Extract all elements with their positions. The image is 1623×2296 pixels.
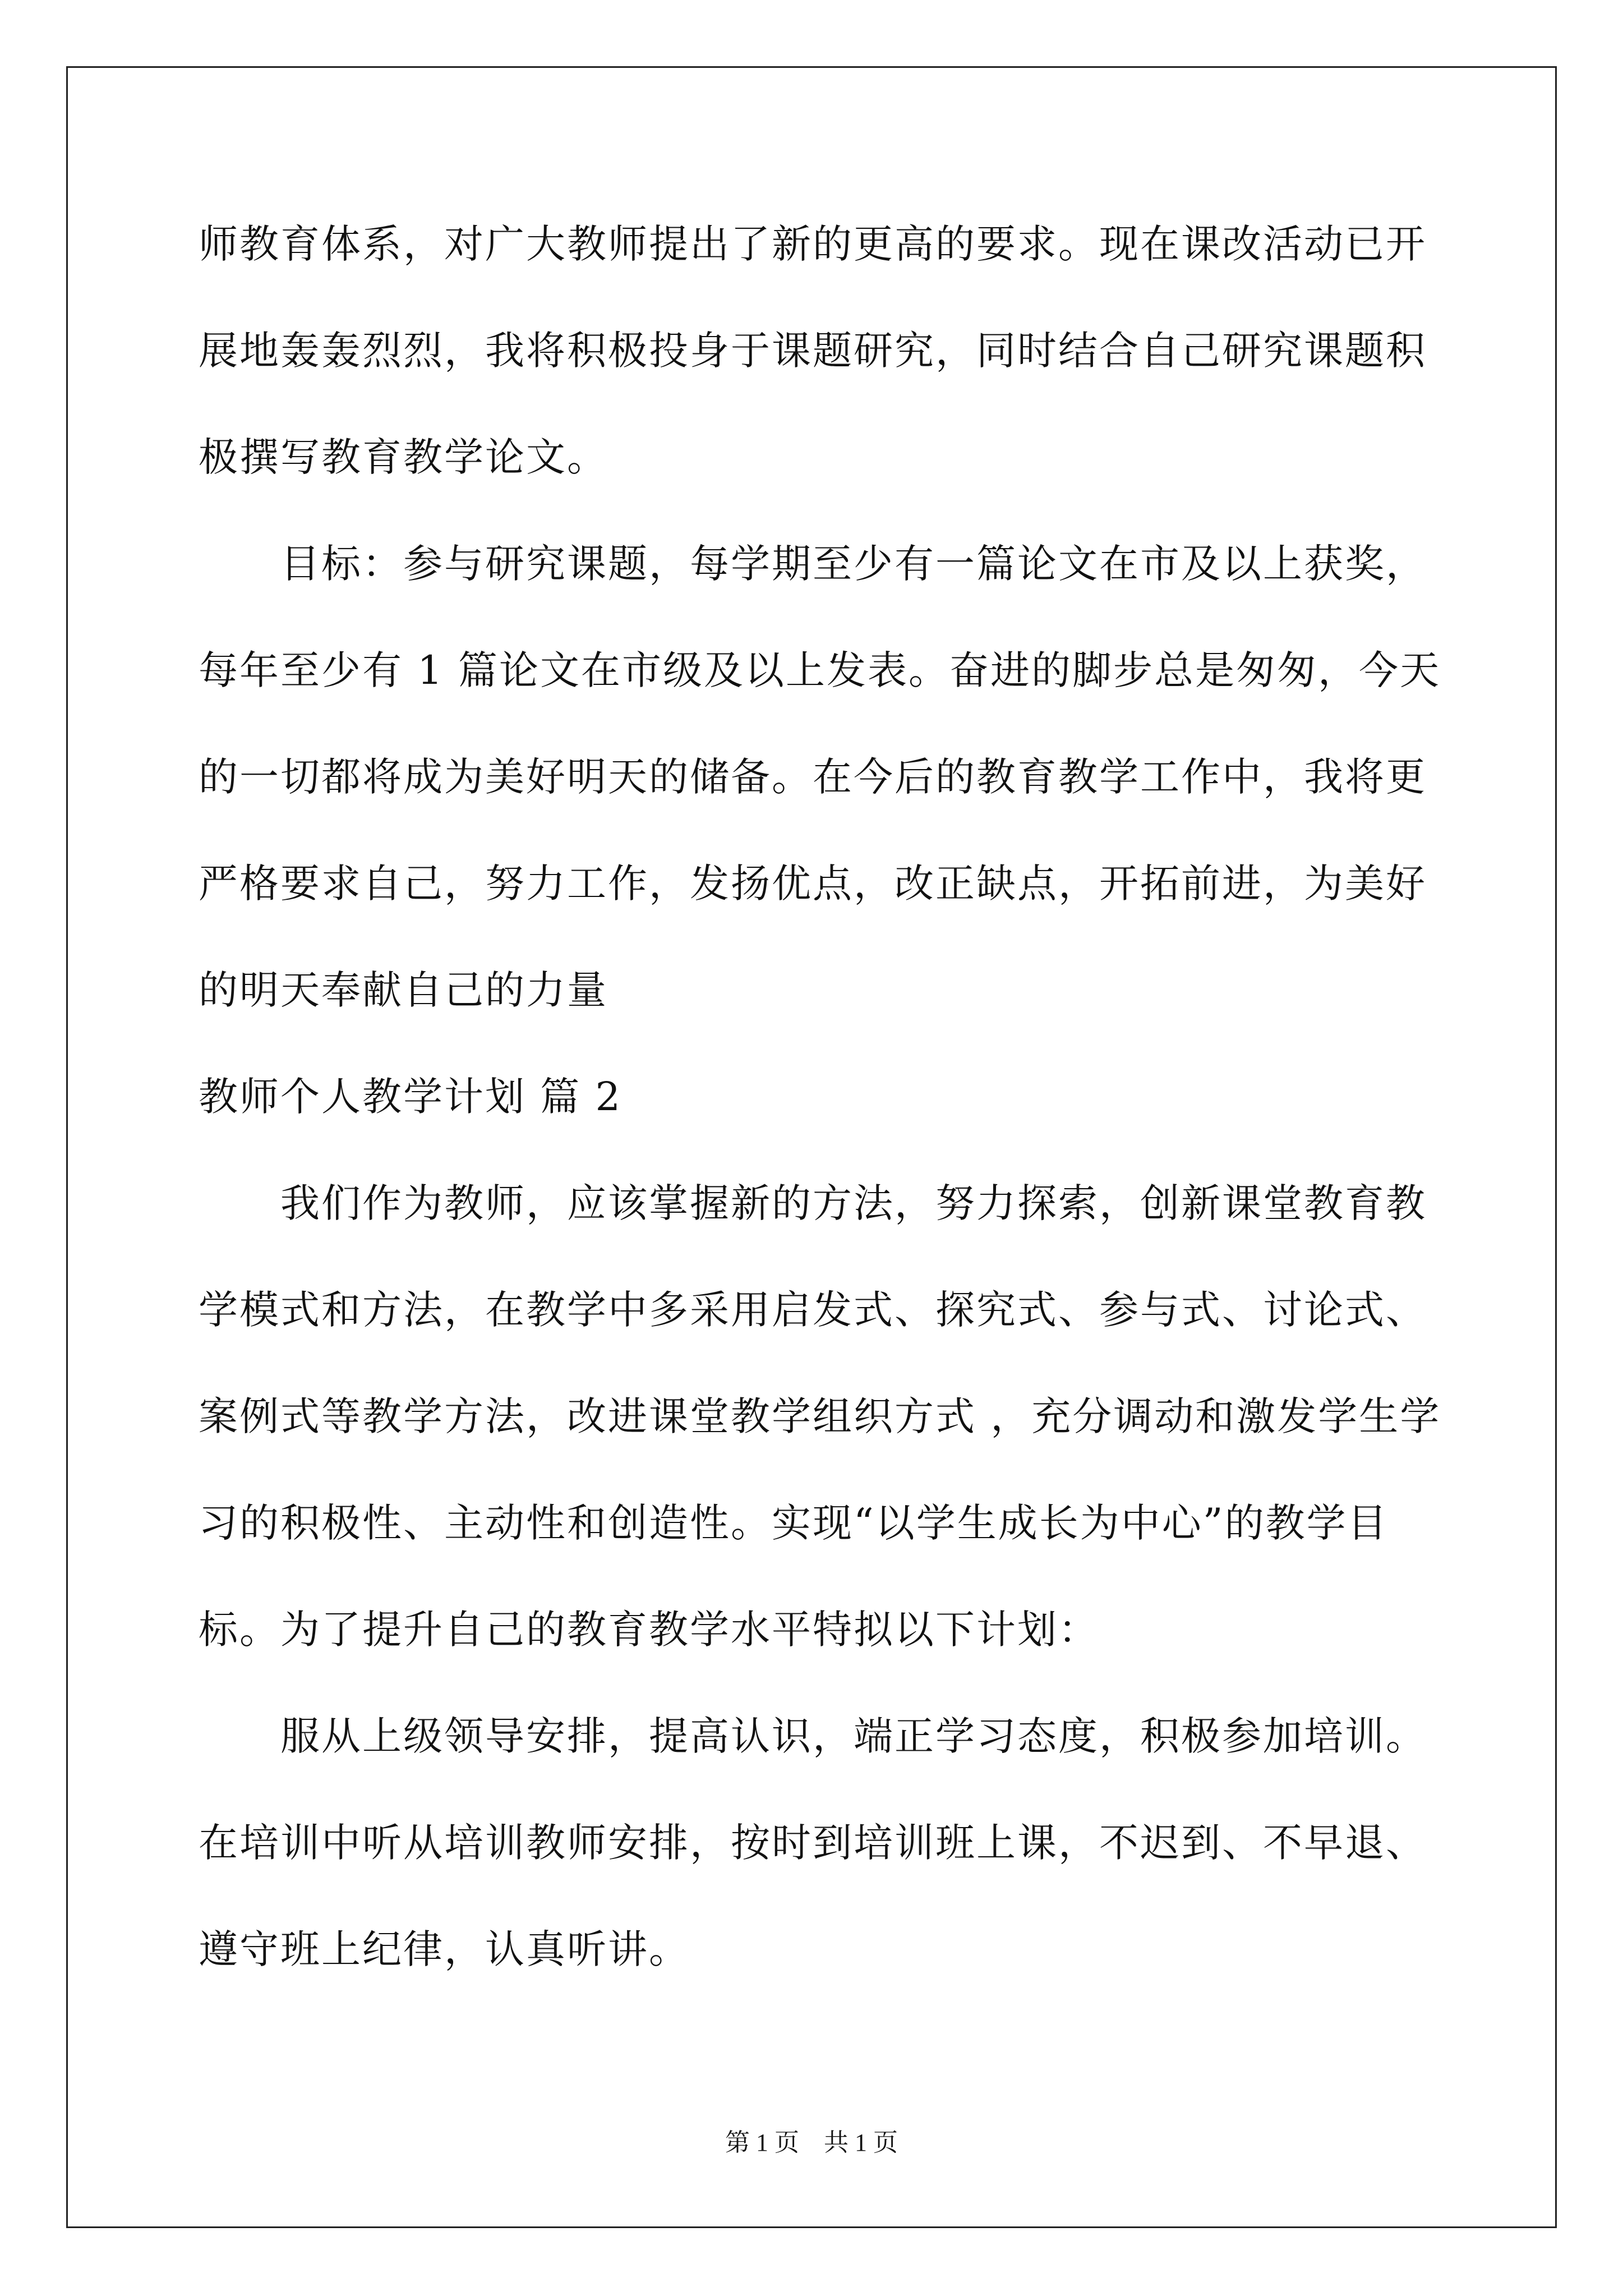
paragraph-line: 极撰写教育教学论文。 bbox=[199, 434, 608, 480]
paragraph-line: 的一切都将成为美好明天的储备。在今后的教育教学工作中，我将更 bbox=[199, 754, 1427, 800]
page-number-footer: 第 1 页 共 1 页 bbox=[725, 2129, 898, 2156]
paragraph-line: 遵守班上纪律，认真听讲。 bbox=[199, 1926, 690, 1972]
paragraph-line: 我们作为教师，应该掌握新的方法，努力探索，创新课堂教育教 bbox=[199, 1180, 1427, 1226]
paragraph-line: 标。为了提升自己的教育教学水平特拟以下计划： bbox=[199, 1607, 1099, 1653]
paragraph-line: 案例式等教学方法，改进课堂教学组织方式 ，充分调动和激发学生学 bbox=[199, 1393, 1441, 1439]
paragraph-line: 目标：参与研究课题，每学期至少有一篇论文在市及以上获奖， bbox=[199, 541, 1427, 587]
document-body bbox=[199, 202, 1441, 2014]
paragraph-line: 在培训中听从培训教师安排，按时到培训班上课，不迟到、不早退、 bbox=[199, 1820, 1427, 1866]
paragraph-line: 服从上级领导安排，提高认识，端正学习态度，积极参加培训。 bbox=[199, 1713, 1427, 1759]
paragraph-line: 习的积极性、主动性和创造性。实现“以学生成长为中心”的教学目 bbox=[199, 1500, 1389, 1546]
paragraph-line: 每年至少有 1 篇论文在市级及以上发表。奋进的脚步总是匆匆，今天 bbox=[199, 647, 1441, 693]
paragraph-line: 展地轰轰烈烈，我将积极投身于课题研究，同时结合自己研究课题积 bbox=[199, 328, 1427, 374]
paragraph-line: 的明天奉献自己的力量 bbox=[199, 967, 608, 1013]
paragraph-line: 严格要求自己，努力工作，发扬优点，改正缺点，开拓前进，为美好 bbox=[199, 861, 1427, 907]
paragraph-line: 师教育体系，对广大教师提出了新的更高的要求。现在课改活动已开 bbox=[199, 221, 1427, 267]
paragraph-line: 学模式和方法，在教学中多采用启发式、探究式、参与式、讨论式、 bbox=[199, 1287, 1427, 1333]
section-heading: 教师个人教学计划 篇 2 bbox=[199, 1074, 623, 1120]
